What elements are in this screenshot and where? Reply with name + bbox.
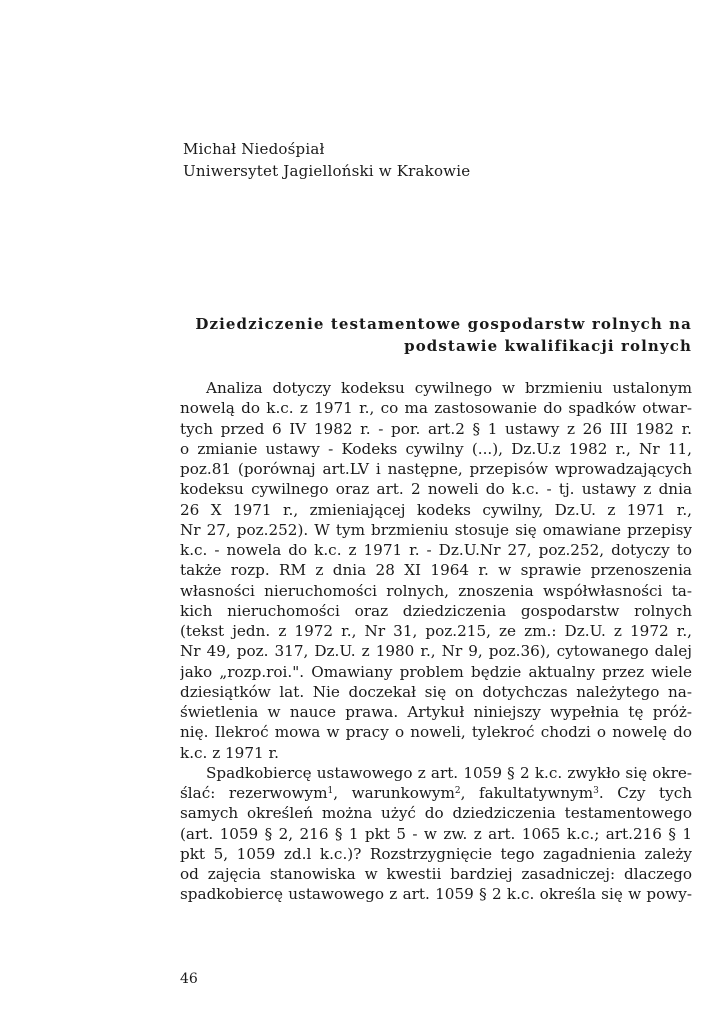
text-line: dziesiątków lat. Nie doczekał się on dotychczas należytego na- — [180, 682, 692, 701]
text-line: świetlenia w nauce prawa. Artykuł niniejszy wypełnia tę próż- — [180, 703, 692, 721]
paragraph-2 — [180, 763, 692, 905]
text-run: . Czy tych — [598, 784, 692, 802]
text-line: o zmianie ustawy - Kodeks cywilny (...), Dz.U.z 1982 r., Nr 11, — [180, 439, 692, 458]
text-line: (tekst jedn. z 1972 r., Nr 31, poz.215, ze zm.: Dz.U. z 1972 r., — [180, 622, 692, 640]
text-line: poz.81 (porównaj art.LV i następne, przepisów wprowadzających — [180, 460, 692, 478]
text-line: Analiza dotyczy kodeksu cywilnego w brzmieniu ustalonym — [206, 379, 692, 397]
article-title-line-1: Dziedziczenie testamentowe gospodarstw rolnych na — [195, 315, 692, 333]
text-line: także rozp. RM z dnia 28 XI 1964 r. w sprawie przenoszenia — [180, 561, 692, 580]
text-line: własności nieruchomości rolnych, znoszenia współwłasności ta- — [180, 581, 692, 600]
page-number: 46 — [180, 971, 198, 987]
footnote-ref-1: 1 — [327, 786, 334, 796]
author-block — [183, 138, 470, 182]
text-line: tych przed 6 IV 1982 r. - por. art.2 § 1 ustawy z 26 III 1982 r. — [180, 419, 692, 438]
text-line: k.c. - nowela do k.c. z 1971 r. - Dz.U.Nr 27, poz.252, dotyczy to — [180, 541, 692, 559]
text-line: Nr 49, poz. 317, Dz.U. z 1980 r., Nr 9, poz.36), cytowanego dalej — [180, 642, 692, 661]
body-text — [180, 378, 692, 905]
footnote-ref-3: 3 — [593, 786, 599, 796]
text-run: , warunkowym — [333, 784, 455, 802]
article-title — [180, 313, 692, 357]
text-line: (art. 1059 § 2, 216 § 1 pkt 5 - w zw. z art. 1065 k.c.; art.216 § 1 — [180, 824, 692, 843]
text-run: , fakultatywnym — [460, 784, 594, 802]
article-title-line-2: podstawie kwalifikacji rolnych — [404, 337, 692, 355]
text-line: samych określeń można użyć do dziedziczenia testamentowego — [180, 804, 692, 823]
author-affiliation: Uniwersytet Jagielloński w Krakowie — [183, 162, 471, 180]
text-line: 26 X 1971 r., zmieniającej kodeks cywilny, Dz.U. z 1971 r., — [180, 500, 692, 519]
footnote-ref-2: 2 — [454, 786, 461, 796]
text-line: Spadkobiercę ustawowego z art. 1059 § 2 k.c. zwykło się okre- — [206, 763, 692, 782]
text-line: nię. Ilekroć mowa w pracy o noweli, tylekroć chodzi o nowelę do — [180, 723, 692, 742]
paragraph-1 — [180, 378, 692, 763]
text-line: spadkobiercę ustawowego z art. 1059 § 2 k.c. określa się w powy- — [180, 885, 692, 904]
text-line-with-footnotes — [180, 783, 692, 803]
author-name: Michał Niedośpiał — [183, 140, 325, 158]
text-line: pkt 5, 1059 zd.l k.c.)? Rozstrzygnięcie tego zagadnienia zależy — [180, 844, 692, 863]
text-line: k.c. z 1971 r. — [180, 743, 279, 762]
text-line: nowelą do k.c. z 1971 r., co ma zastosowanie do spadków otwar- — [180, 399, 692, 418]
text-line: od zajęcia stanowiska w kwestii bardziej zasadniczej: dlaczego — [180, 865, 692, 883]
text-run: ślać: rezerwowym — [180, 784, 328, 802]
text-line: kodeksu cywilnego oraz art. 2 noweli do k.c. - tj. ustawy z dnia — [180, 480, 692, 499]
text-line: kich nieruchomości oraz dziedziczenia gospodarstw rolnych — [180, 601, 692, 620]
text-line: Nr 27, poz.252). W tym brzmieniu stosuje się omawiane przepisy — [180, 520, 692, 539]
text-line: jako „rozp.roi.". Omawiany problem będzie aktualny przez wiele — [180, 662, 692, 681]
